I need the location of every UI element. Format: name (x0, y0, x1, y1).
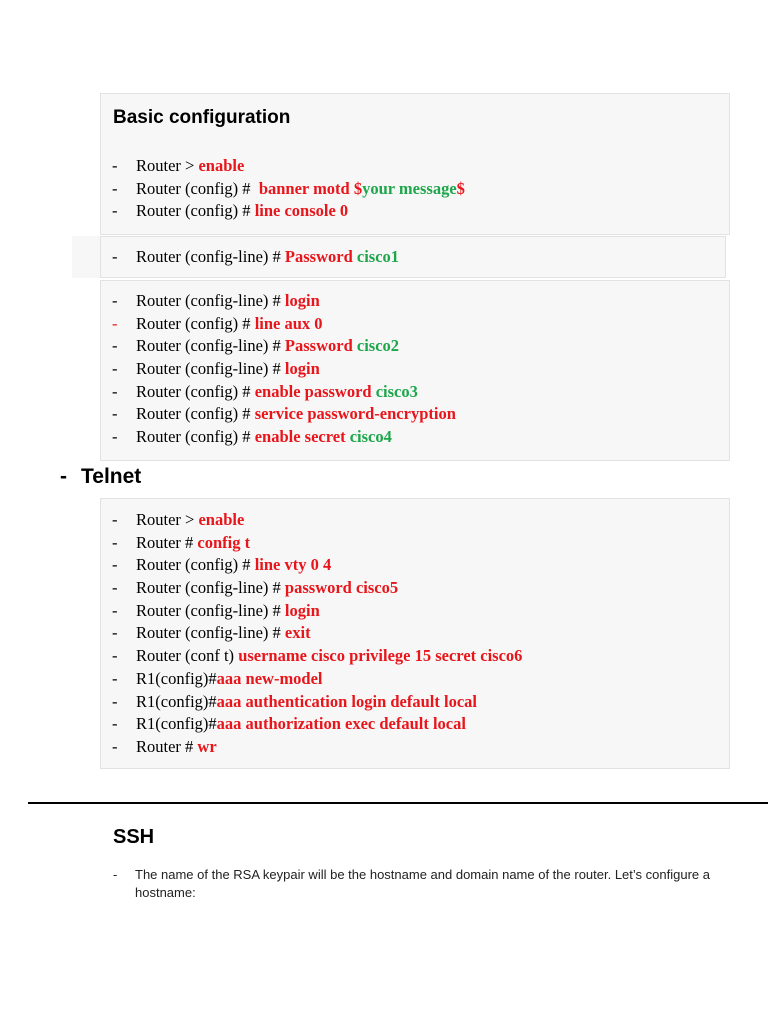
command-line (112, 426, 456, 449)
command-keyword: Password (284, 336, 353, 356)
command-prompt: Router (config) # (136, 201, 255, 221)
basic-command-list-1 (112, 155, 465, 223)
command-keyword: aaa authentication login default local (216, 691, 477, 711)
command-keyword: wr (197, 736, 217, 756)
command-line (112, 600, 522, 623)
list-dash: - (112, 291, 118, 310)
command-keyword: exit (284, 623, 311, 643)
list-dash: - (112, 714, 118, 734)
command-prompt: Router (config) # (136, 555, 255, 575)
command-keyword: line console 0 (254, 201, 349, 221)
command-keyword: service password-encryption (254, 404, 456, 424)
command-line (112, 200, 465, 223)
list-dash: - (112, 359, 118, 379)
telnet-command-list (112, 509, 522, 759)
list-dash: - (112, 668, 118, 688)
list-dash: - (113, 867, 118, 882)
command-line (112, 668, 522, 691)
command-prompt: Router (config) # (136, 178, 259, 198)
command-line (112, 178, 465, 201)
command-prompt: Router # (136, 736, 198, 756)
basic-command-list-2 (112, 246, 399, 269)
command-prompt: R1(config)# (136, 714, 217, 734)
command-line (112, 246, 399, 269)
basic-config-heading: Basic configuration (113, 107, 291, 128)
list-dash: - (112, 336, 118, 356)
heading-dash: - (60, 465, 67, 488)
list-dash: - (112, 313, 118, 333)
command-keyword: enable (198, 156, 245, 175)
command-keyword: enable secret (254, 427, 346, 447)
command-keyword: aaa new-model (216, 668, 323, 688)
command-prompt: Router (config-line) # (136, 336, 285, 356)
ssh-heading: SSH (113, 826, 155, 848)
list-dash: - (112, 532, 118, 552)
list-dash: - (112, 691, 118, 711)
command-line (112, 313, 456, 336)
section-divider (28, 802, 768, 804)
basic-command-list-3 (112, 290, 456, 449)
command-keyword: banner motd $ (258, 178, 363, 198)
list-dash: - (112, 156, 118, 175)
command-keyword: enable password (254, 381, 372, 401)
command-keyword: line vty 0 4 (254, 555, 332, 575)
list-dash: - (112, 247, 118, 266)
command-line (112, 645, 522, 668)
command-keyword: password cisco5 (284, 578, 399, 598)
command-value: cisco1 (352, 247, 400, 266)
command-keyword: login (284, 291, 320, 310)
command-prompt: Router (config) # (136, 404, 255, 424)
list-dash: - (112, 600, 118, 620)
command-prompt: Router # (136, 532, 198, 552)
list-dash: - (112, 555, 118, 575)
command-keyword: line aux 0 (254, 313, 323, 333)
command-line (112, 622, 522, 645)
command-prompt: Router (conf t) (136, 646, 239, 666)
list-dash: - (112, 510, 118, 529)
list-dash: - (112, 381, 118, 401)
command-line (112, 713, 522, 736)
command-prompt: Router (config-line) # (136, 359, 285, 379)
command-value: cisco3 (371, 381, 418, 401)
command-keyword: login (284, 359, 320, 379)
command-keyword-end: $ (456, 178, 465, 198)
command-value: cisco4 (345, 427, 392, 447)
command-keyword: Password (284, 247, 353, 266)
command-prompt: R1(config)# (136, 668, 217, 688)
command-value: cisco2 (352, 336, 400, 356)
command-line (112, 403, 456, 426)
command-keyword: config t (197, 532, 251, 552)
command-line (112, 155, 465, 178)
command-line (112, 335, 456, 358)
command-prompt: Router (config-line) # (136, 291, 285, 310)
command-line (112, 691, 522, 714)
ssh-bullet-text: The name of the RSA keypair will be the hostname and domain name of the router. Let’s configure a hostname: (135, 867, 710, 900)
command-prompt: Router > (136, 156, 199, 175)
command-keyword: username cisco privilege 15 secret cisco6 (238, 646, 523, 666)
command-prompt: Router (config-line) # (136, 623, 285, 643)
list-dash: - (112, 623, 118, 643)
telnet-heading-text: Telnet (81, 465, 142, 488)
command-line (112, 358, 456, 381)
command-line (112, 509, 522, 532)
command-value: your message (362, 178, 457, 198)
telnet-heading (60, 465, 141, 489)
list-dash: - (112, 178, 118, 198)
command-prompt: Router > (136, 510, 199, 529)
command-line (112, 577, 522, 600)
command-keyword: enable (198, 510, 245, 529)
command-prompt: Router (config-line) # (136, 247, 285, 266)
list-dash: - (112, 427, 118, 447)
command-prompt: Router (config) # (136, 427, 255, 447)
command-line (112, 554, 522, 577)
command-keyword: login (284, 600, 320, 620)
list-dash: - (112, 404, 118, 424)
command-prompt: R1(config)# (136, 691, 217, 711)
command-prompt: Router (config-line) # (136, 578, 285, 598)
command-keyword: aaa authorization exec default local (216, 714, 466, 734)
list-dash: - (112, 736, 118, 756)
command-line (112, 736, 522, 759)
box-shade (72, 236, 102, 278)
command-prompt: Router (config-line) # (136, 600, 285, 620)
command-line (112, 381, 456, 404)
ssh-bullet (113, 866, 713, 901)
list-dash: - (112, 578, 118, 598)
command-line (112, 532, 522, 555)
list-dash: - (112, 201, 118, 221)
command-line (112, 290, 456, 313)
list-dash: - (112, 646, 118, 666)
command-prompt: Router (config) # (136, 313, 255, 333)
command-prompt: Router (config) # (136, 381, 255, 401)
